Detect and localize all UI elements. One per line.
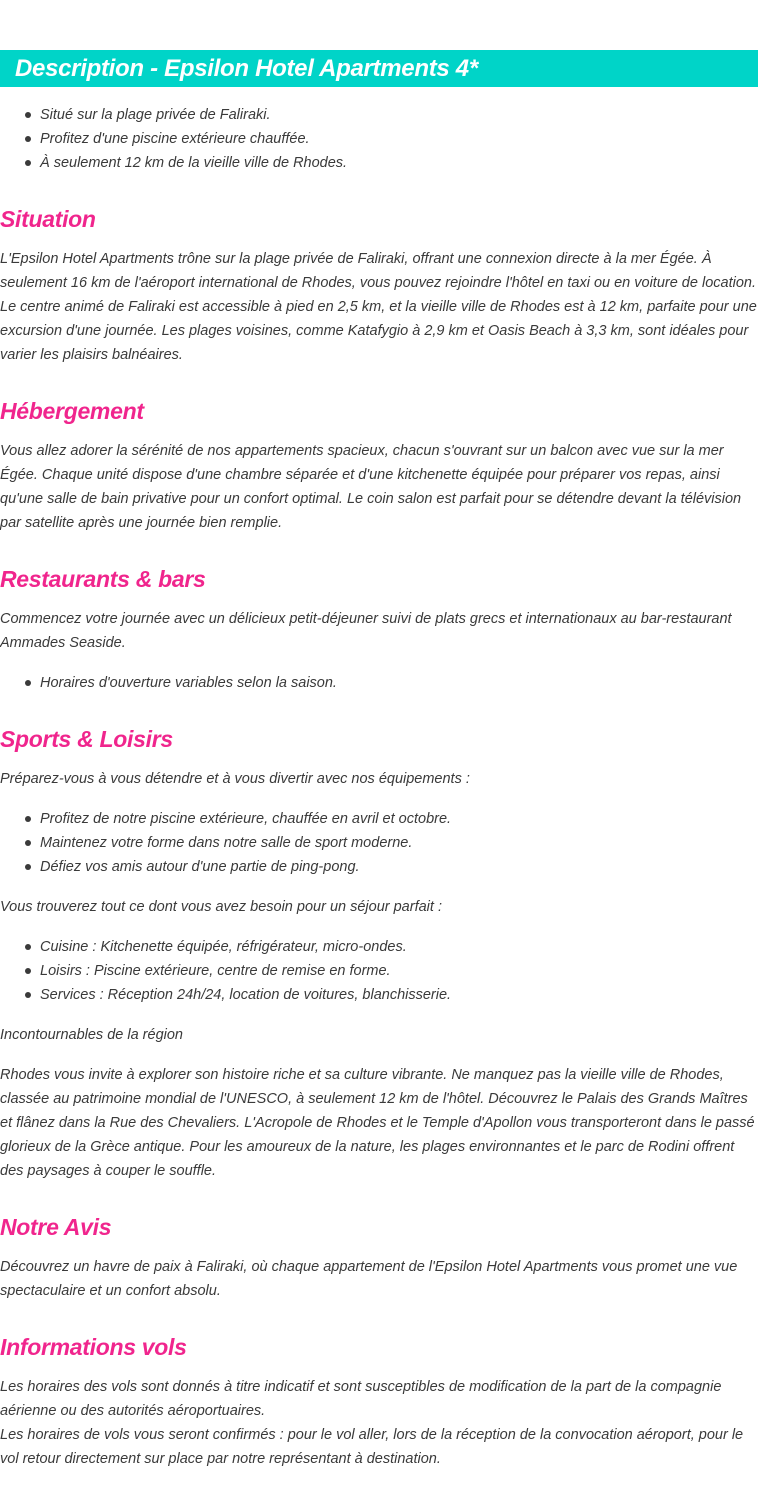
list-item: Profitez de notre piscine extérieure, chauffée en avril et octobre.	[0, 807, 758, 831]
avis-heading: Notre Avis	[0, 1214, 112, 1240]
bullet-icon	[25, 160, 31, 166]
sports-intro: Préparez-vous à vous détendre et à vous divertir avec nos équipements :	[0, 771, 470, 787]
region-subheading: Incontournables de la région	[0, 1027, 183, 1043]
amenities-list	[0, 935, 758, 1007]
bullet-icon	[25, 992, 31, 998]
situation-heading: Situation	[0, 206, 96, 232]
list-item: Cuisine : Kitchenette équipée, réfrigérateur, micro-ondes.	[0, 935, 758, 959]
list-item: Profitez d'une piscine extérieure chauffée.	[0, 127, 758, 151]
hebergement-heading: Hébergement	[0, 398, 144, 424]
sports-equipment-list	[0, 807, 758, 879]
list-item: Défiez vos amis autour d'une partie de ping-pong.	[0, 855, 758, 879]
restaurants-heading: Restaurants & bars	[0, 566, 206, 592]
sports-intro-2: Vous trouverez tout ce dont vous avez besoin pour un séjour parfait :	[0, 899, 442, 915]
bullet-icon	[25, 944, 31, 950]
bullet-icon	[25, 680, 31, 686]
bullet-icon	[25, 864, 31, 870]
list-item: Situé sur la plage privée de Faliraki.	[0, 103, 758, 127]
vols-heading: Informations vols	[0, 1334, 187, 1360]
vols-text-1: Les horaires des vols sont donnés à titre indicatif et sont susceptibles de modification de la part de la compagnie aérienne ou des autorités aéroportuaires.	[0, 1379, 722, 1419]
highlights-list	[0, 103, 758, 175]
situation-text: L'Epsilon Hotel Apartments trône sur la plage privée de Faliraki, offrant une connexion directe à la mer Égée. À seulement 16 km de l'aéroport international de Rhodes, vous pouvez rejoindre l'hôtel en taxi ou en voiture de location. Le centre animé de Faliraki est accessible à pied en 2,5 km, et la vieille ville de Rhodes est à 12 km, parfaite pour une excursion d'une journée. Les plages voisines, comme Katafygio à 2,9 km et Oasis Beach à 3,3 km, sont idéales pour varier les plaisirs balnéaires.	[0, 251, 757, 363]
list-item: À seulement 12 km de la vieille ville de Rhodes.	[0, 151, 758, 175]
list-item: Horaires d'ouverture variables selon la saison.	[0, 671, 758, 695]
bullet-icon	[25, 136, 31, 142]
banner-title: Description - Epsilon Hotel Apartments 4*	[15, 55, 478, 82]
list-item: Loisirs : Piscine extérieure, centre de remise en forme.	[0, 959, 758, 983]
bullet-icon	[25, 112, 31, 118]
bullet-icon	[25, 840, 31, 846]
restaurants-text: Commencez votre journée avec un délicieux petit-déjeuner suivi de plats grecs et internationaux au bar-restaurant Ammades Seaside.	[0, 611, 732, 651]
avis-text: Découvrez un havre de paix à Faliraki, où chaque appartement de l'Epsilon Hotel Apartments vous promet une vue spectaculaire et un confort absolu.	[0, 1259, 738, 1299]
bullet-icon	[25, 816, 31, 822]
description-banner	[0, 50, 758, 87]
list-item: Services : Réception 24h/24, location de voitures, blanchisserie.	[0, 983, 758, 1007]
vols-text-2: Les horaires de vols vous seront confirmés : pour le vol aller, lors de la réception de la convocation aéroport, pour le vol retour directement sur place par notre représentant à destination.	[0, 1427, 744, 1467]
hebergement-text: Vous allez adorer la sérénité de nos appartements spacieux, chacun s'ouvrant sur un balcon avec vue sur la mer Égée. Chaque unité dispose d'une chambre séparée et d'une kitchenette équipée pour préparer vos repas, ainsi qu'une salle de bain privative pour un confort optimal. Le coin salon est parfait pour se détendre devant la télévision par satellite après une journée bien remplie.	[0, 443, 742, 531]
bullet-icon	[25, 968, 31, 974]
restaurants-list	[0, 671, 758, 695]
list-item: Maintenez votre forme dans notre salle de sport moderne.	[0, 831, 758, 855]
sports-heading: Sports & Loisirs	[0, 726, 173, 752]
region-text: Rhodes vous invite à explorer son histoire riche et sa culture vibrante. Ne manquez pas la vieille ville de Rhodes, classée au patrimoine mondial de l'UNESCO, à seulement 12 km de l'hôtel. Découvrez le Palais des Grands Maîtres et flânez dans la Rue des Chevaliers. L'Acropole de Rhodes et le Temple d'Apollon vous transporteront dans le passé glorieux de la Grèce antique. Pour les amoureux de la nature, les plages environnantes et le parc de Rodini offrent des paysages à couper le souffle.	[0, 1067, 755, 1179]
